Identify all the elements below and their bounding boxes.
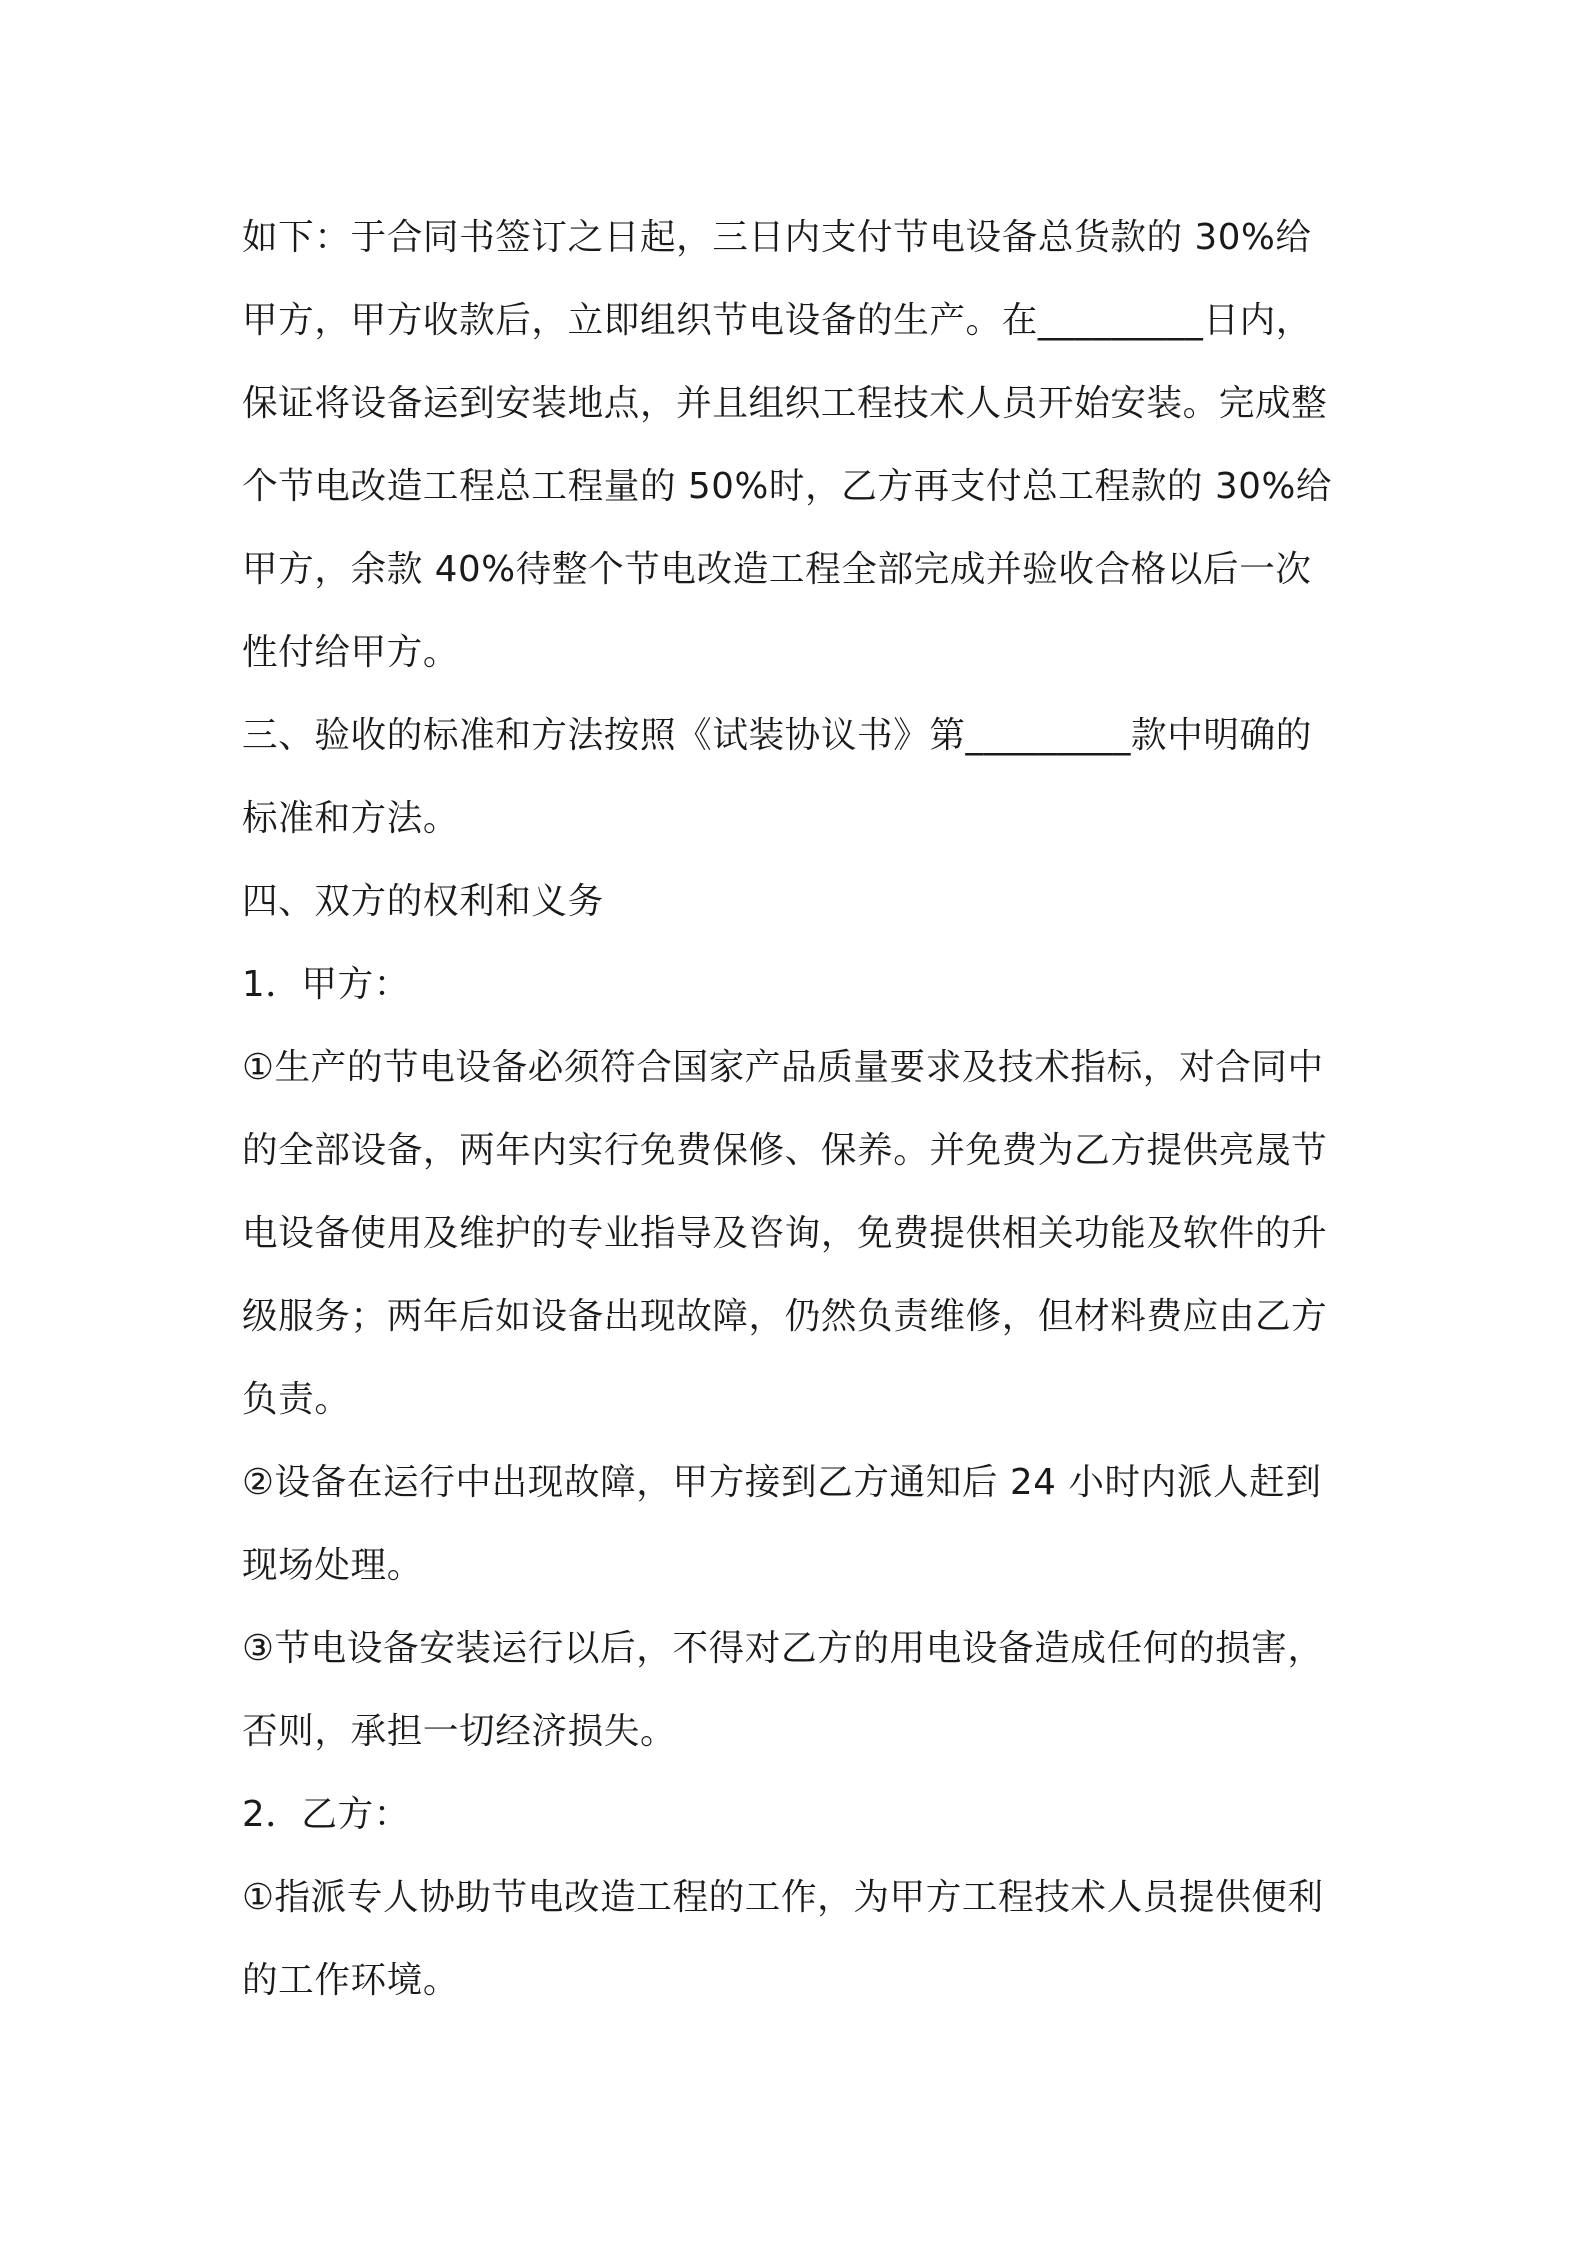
text-line: ①生产的节电设备必须符合国家产品质量要求及技术指标，对合同中	[242, 1047, 1324, 1088]
subheading-party-b: 2．乙方：	[242, 1794, 410, 1835]
text-line: 如下：于合同书签订之日起，三日内支付节电设备总货款的 30%给	[242, 217, 1312, 258]
text-line: 个节电改造工程总工程量的 50%时，乙方再支付总工程款的 30%给	[242, 466, 1333, 507]
text-line: ①指派专人协助节电改造工程的工作，为甲方工程技术人员提供便利	[242, 1877, 1324, 1918]
section-heading-rights-obligations: 四、双方的权利和义务	[242, 881, 604, 922]
text-line: 性付给甲方。	[242, 632, 460, 673]
section-heading-acceptance: 三、验收的标准和方法按照《试装协议书》第_________款中明确的	[242, 715, 1312, 756]
text-line: 保证将设备运到安装地点，并且组织工程技术人员开始安装。完成整	[242, 383, 1328, 424]
text-line: 级服务；两年后如设备出现故障，仍然负责维修，但材料费应由乙方	[242, 1296, 1328, 1337]
text-line: 电设备使用及维护的专业指导及咨询，免费提供相关功能及软件的升	[242, 1213, 1328, 1254]
text-line: 现场处理。	[242, 1545, 423, 1586]
subheading-party-a: 1．甲方：	[242, 964, 410, 1005]
text-line: 否则，承担一切经济损失。	[242, 1711, 677, 1752]
text-line: 标准和方法。	[242, 798, 460, 839]
contract-body-text	[242, 196, 1352, 2022]
text-line: 负责。	[242, 1379, 351, 1420]
text-line: ③节电设备安装运行以后，不得对乙方的用电设备造成任何的损害，	[242, 1628, 1324, 1669]
text-line: 的全部设备，两年内实行免费保修、保养。并免费为乙方提供亮晟节	[242, 1130, 1328, 1171]
text-line: ②设备在运行中出现故障，甲方接到乙方通知后 24 小时内派人赶到	[242, 1462, 1322, 1503]
text-line: 的工作环境。	[242, 1960, 460, 2001]
text-line: 甲方，余款 40%待整个节电改造工程全部完成并验收合格以后一次	[242, 549, 1312, 590]
text-line: 甲方，甲方收款后，立即组织节电设备的生产。在_________日内，	[242, 300, 1312, 341]
